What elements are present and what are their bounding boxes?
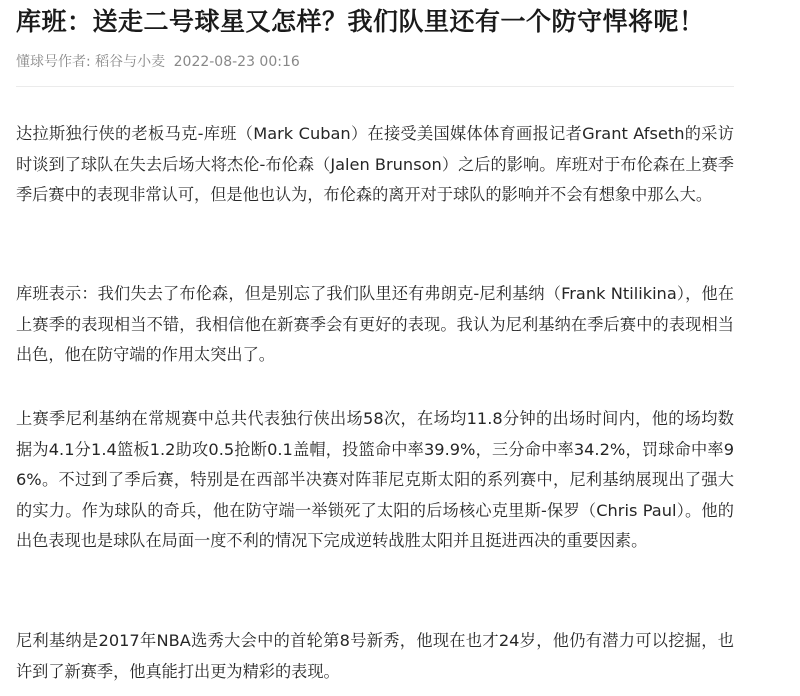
article-meta: [16, 52, 736, 72]
article-paragraph: 库班表示：我们失去了布伦森，但是别忘了我们队里还有弗朗克-尼利基纳（Frank Ntilikina），他在上赛季的表现相当不错，我相信他在新赛季会有更好的表现。我认为尼利基纳在季后赛中的表现相当出色，他在防守端的作用太突出了。: [16, 284, 734, 364]
source-prefix: 懂球号作者:: [16, 54, 96, 70]
article: [16, 0, 736, 681]
article-paragraph: 达拉斯独行侠的老板马克-库班（Mark Cuban）在接受美国媒体体育画报记者Grant Afseth的采访时谈到了球队在失去后场大将杰伦-布伦森（Jalen Brunson）之后的影响。库班对于布伦森在上赛季季后赛中的表现非常认可，但是他也认为，布伦森的离开对于球队的影响并不会有想象中那么大。: [16, 124, 734, 204]
article-paragraph: 尼利基纳是2017年NBA选秀大会中的首轮第8号新秀，他现在也才24岁，他仍有潜力可以挖掘，也许到了新赛季，他真能打出更为精彩的表现。: [16, 631, 734, 681]
author-name[interactable]: 稻谷与小麦: [95, 54, 166, 70]
header-divider: [16, 86, 734, 87]
publish-datetime: 2022-08-23 00:16: [173, 54, 300, 70]
article-title: 库班：送走二号球星又怎样？我们队里还有一个防守悍将呢！: [16, 7, 705, 36]
article-paragraph: 上赛季尼利基纳在常规赛中总共代表独行侠出场58次，在场均11.8分钟的出场时间内，他的场均数据为4.1分1.4篮板1.2助攻0.5抢断0.1盖帽，投篮命中率39.9%，三分命中率34.2%，罚球命中率96%。不过到了季后赛，特别是在西部半决赛对阵菲尼克斯太阳的系列赛中，尼利基纳展现出了强大的实力。作为球队的奇兵，他在防守端一举锁死了太阳的后场核心克里斯-保罗（Chris Paul）。他的出色表现也是球队在局面一度不利的情况下完成逆转战胜太阳并且挺进西决的重要因素。: [16, 409, 734, 550]
